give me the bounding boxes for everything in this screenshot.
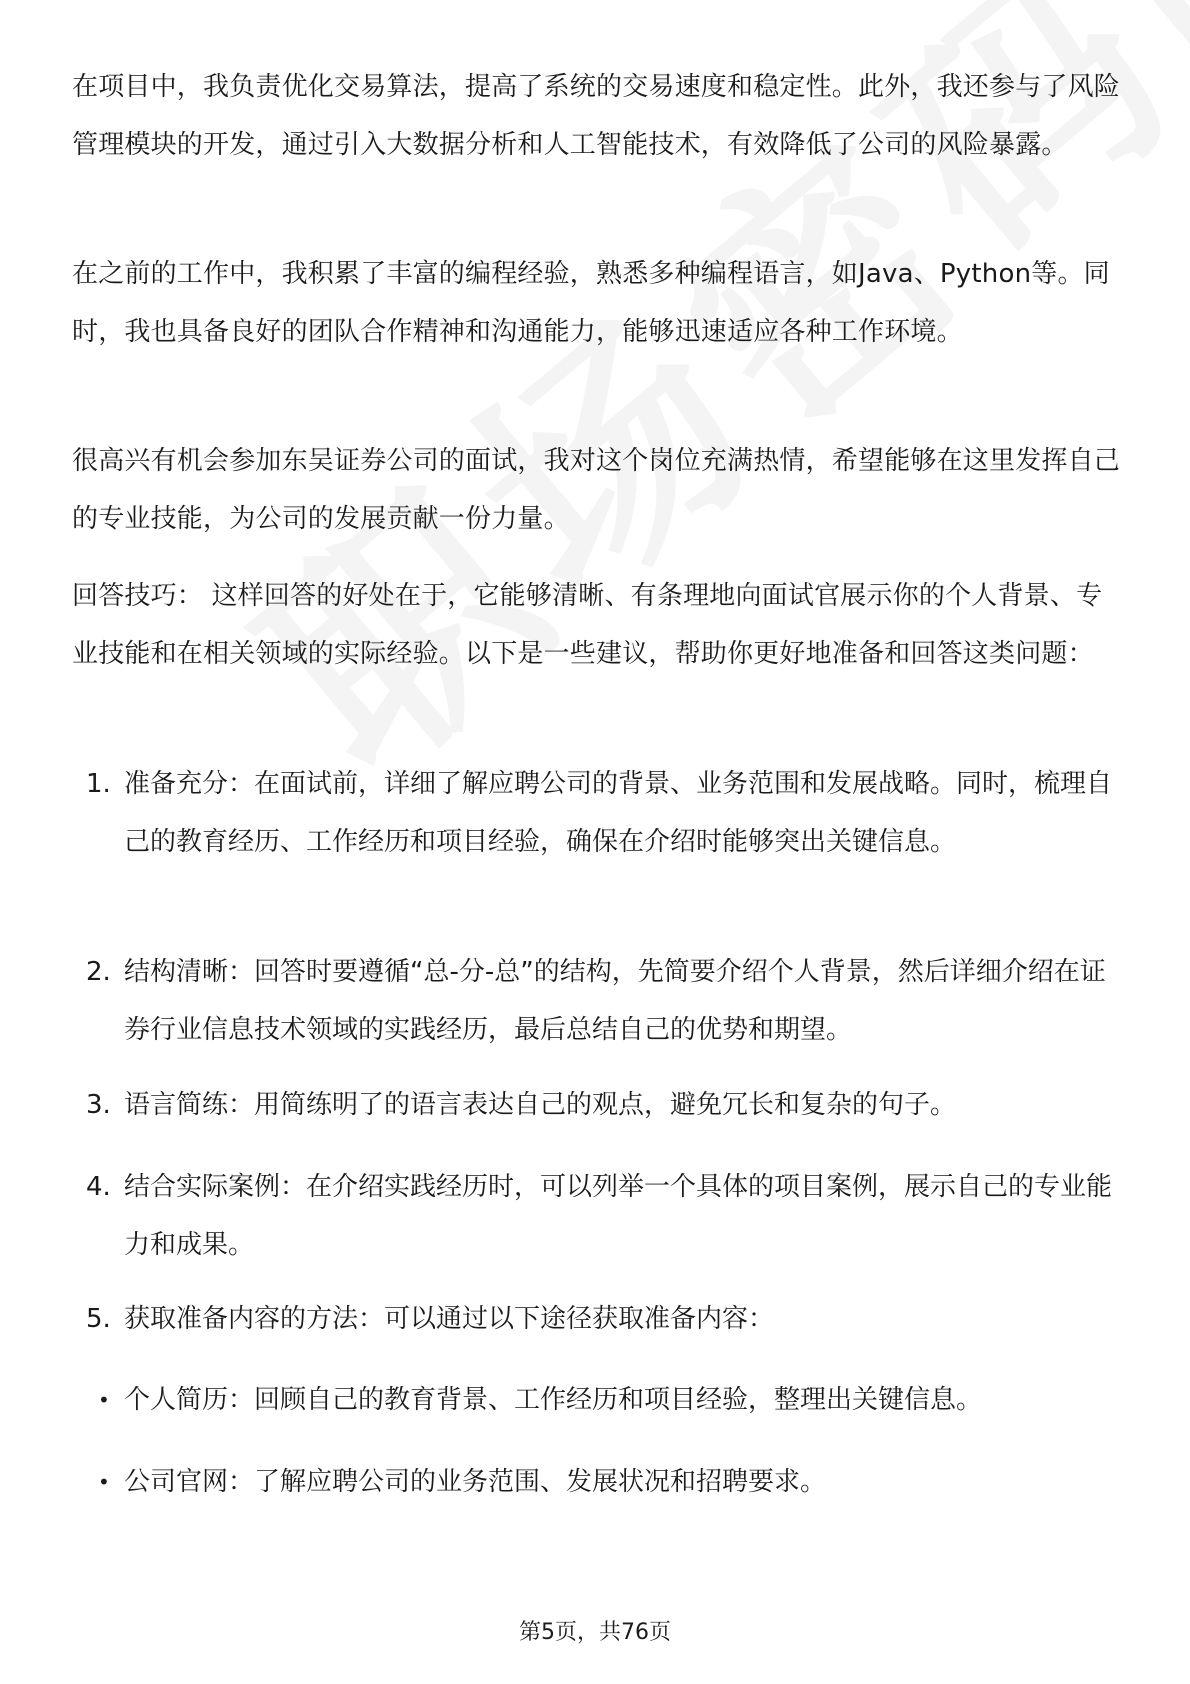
list-item-text: 获取准备内容的方法：可以通过以下途径获取准备内容： — [124, 1304, 775, 1334]
paragraph-project: 在项目中，我负责优化交易算法，提高了系统的交易速度和稳定性。此外，我还参与了风险管理模块的开发，通过引入大数据分析和人工智能技术，有效降低了公司的风险暴露。 — [72, 72, 1121, 160]
paragraph-experience: 在之前的工作中，我积累了丰富的编程经验，熟悉多种编程语言，如Java、Python等。同时，我也具备良好的团队合作精神和沟通能力，能够迅速适应各种工作环境。 — [72, 259, 1110, 347]
list-number: 3. — [86, 1090, 111, 1120]
list-item — [72, 1290, 1124, 1348]
list-item-text: 准备充分：在面试前，详细了解应聘公司的背景、业务范围和发展战略。同时，梳理自己的教育经历、工作经历和项目经验，确保在介绍时能够突出关键信息。 — [124, 769, 1113, 857]
list-item — [72, 755, 1124, 871]
page-number: 第5页，共76页 — [519, 1620, 671, 1645]
list-item-text: 结构清晰：回答时要遵循“总-分-总”的结构，先简要介绍个人背景，然后详细介绍在证券行业信息技术领域的实践经历，最后总结自己的优势和期望。 — [124, 957, 1106, 1045]
list-item — [72, 943, 1124, 1059]
bullet-item — [72, 1453, 1124, 1511]
bullet-icon: • — [98, 1470, 110, 1494]
list-number: 5. — [86, 1304, 111, 1334]
bullet-item-text: 个人简历：回顾自己的教育背景、工作经历和项目经验，整理出关键信息。 — [124, 1385, 983, 1415]
list-item-text: 语言简练：用简练明了的语言表达自己的观点，避免冗长和复杂的句子。 — [124, 1090, 957, 1120]
bullet-item — [72, 1371, 1124, 1429]
list-item — [72, 1158, 1124, 1274]
bullet-icon: • — [98, 1388, 110, 1412]
paragraph-closing: 很高兴有机会参加东吴证券公司的面试，我对这个岗位充满热情，希望能够在这里发挥自己的专业技能，为公司的发展贡献一份力量。 — [72, 446, 1121, 534]
paragraph-tips: 回答技巧： 这样回答的好处在于，它能够清晰、有条理地向面试官展示你的个人背景、专业技能和在相关领域的实际经验。以下是一些建议，帮助你更好地准备和回答这类问题： — [72, 581, 1103, 669]
list-number: 4. — [86, 1172, 111, 1202]
list-item — [72, 1076, 1124, 1134]
list-number: 2. — [86, 957, 111, 987]
list-item-text: 结合实际案例：在介绍实践经历时，可以列举一个具体的项目案例，展示自己的专业能力和成果。 — [124, 1172, 1113, 1260]
list-number: 1. — [86, 769, 111, 799]
bullet-item-text: 公司官网：了解应聘公司的业务范围、发展状况和招聘要求。 — [124, 1467, 827, 1497]
